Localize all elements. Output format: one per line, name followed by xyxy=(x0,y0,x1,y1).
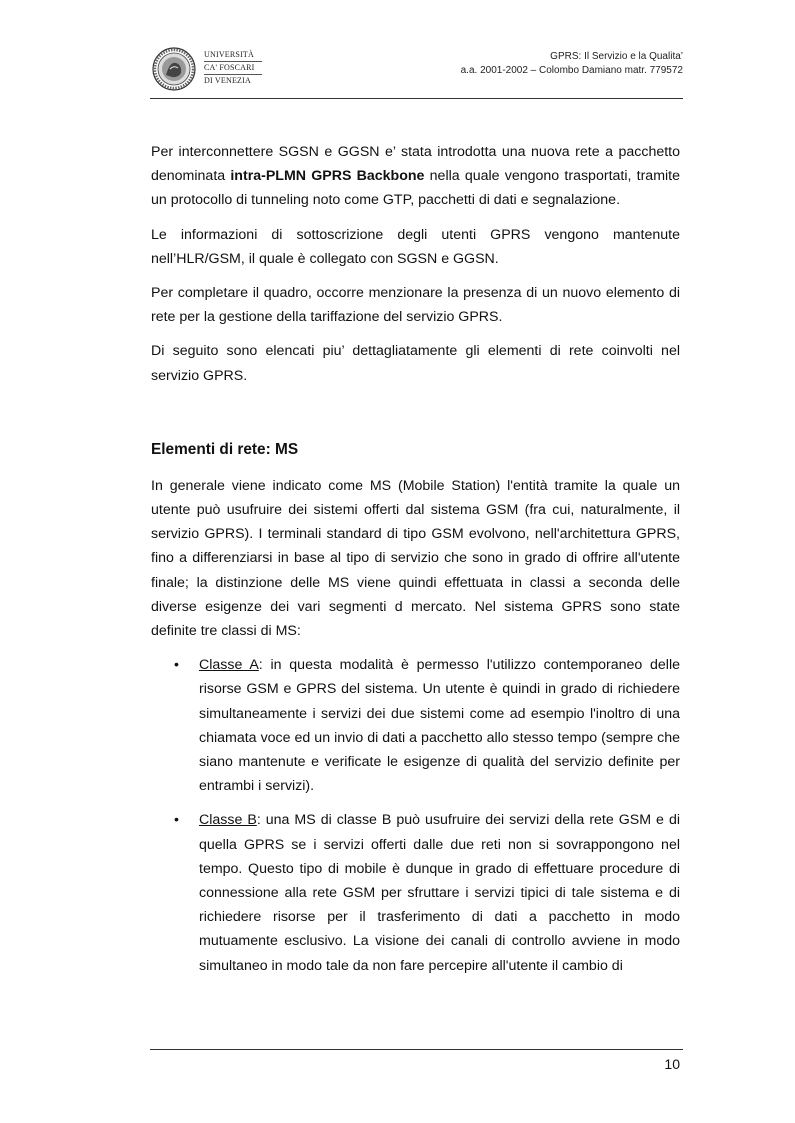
list-item-term: Classe A xyxy=(199,657,259,674)
list-item-classe-a xyxy=(151,653,680,798)
header-subtitle: a.a. 2001-2002 – Colombo Damiano matr. 779572 xyxy=(460,65,683,76)
page-number: 10 xyxy=(664,1056,680,1072)
university-logo xyxy=(150,44,262,92)
ms-class-list xyxy=(151,653,680,978)
section-heading: Elementi di rete: MS xyxy=(151,440,299,458)
footer-divider xyxy=(150,1049,683,1050)
paragraph-5: In generale viene indicato come MS (Mobile Station) l'entità tramite la quale un utente può usufruire dei sistemi offerti dal sistema GSM (fra cui, naturalmente, il servizio GPRS). I terminali standard di tipo GSM evolvono, nell'architettura GPRS, fino a differenziarsi in base al tipo di servizio che sono in grado di offrire all'utente finale; la distinzione delle MS viene quindi effettuata in classi a seconda delle diverse esigenze dei vari segmenti d mercato. Nel sistema GPRS sono state definite tre classi di MS: xyxy=(151,477,680,640)
university-seal-icon xyxy=(152,47,196,91)
logo-line-3: DI VENEZIA xyxy=(204,76,251,85)
logo-line-1: UNIVERSITÀ xyxy=(204,49,262,62)
university-name xyxy=(204,49,262,87)
header-info xyxy=(461,50,683,78)
list-item-classe-b xyxy=(151,808,680,977)
page-header xyxy=(150,44,683,98)
bullet-icon: • xyxy=(174,657,179,674)
paragraph-1-bold-term: intra-PLMN GPRS Backbone xyxy=(230,168,425,185)
header-divider xyxy=(150,98,683,99)
paragraph-4: Di seguito sono elencati piu’ dettagliatamente gli elementi di rete coinvolti nel servizio GPRS. xyxy=(151,343,680,384)
page-content xyxy=(151,140,680,988)
paragraph-1-end: nella quale vengono trasportati, tramite un protocollo di tunneling noto come GTP, pacchetti di dati e segnalazione. xyxy=(151,168,680,209)
paragraph-3: Per completare il quadro, occorre menzionare la presenza di un nuovo elemento di rete per la gestione della tariffazione del servizio GPRS. xyxy=(151,285,680,326)
header-title: GPRS: Il Servizio e la Qualita’ xyxy=(550,51,683,62)
paragraph-2: Le informazioni di sottoscrizione degli utenti GPRS vengono mantenute nell’HLR/GSM, il quale è collegato con SGSN e GGSN. xyxy=(151,226,680,267)
bullet-icon: • xyxy=(174,812,179,829)
paragraph-1-start: Per interconnettere SGSN e GGSN e’ stata introdotta una nuova rete a pacchetto denominata xyxy=(151,144,680,185)
list-item-term: Classe B xyxy=(199,812,257,829)
list-item-text: : in questa modalità è permesso l'utilizzo contemporaneo delle risorse GSM e GPRS del sistema. Un utente è quindi in grado di richiedere simultaneamente i servizi dei due sistemi come ad esempio l'inoltro di una chiamata voce ed un invio di dati a pacchetto allo stesso tempo (sempre che siano mantenute e verificate le esigenze di qualità del servizio definite per entrambi i servizi). xyxy=(199,657,680,795)
list-item-text: : una MS di classe B può usufruire dei servizi della rete GSM e di quella GPRS se i servizi offerti dalle due reti non si sovrappongono nel tempo. Questo tipo di mobile è dunque in grado di effettuare procedure di connessione alla rete GSM per sfruttare i servizi tipici di tale sistema e di richiedere risorse per il trasferimento di dati a pacchetto in modo mutuamente esclusivo. La visione dei canali di controllo avviene in modo simultaneo in modo tale da non fare percepire all'utente il cambio di xyxy=(199,812,680,974)
paragraph-1 xyxy=(151,140,680,213)
logo-line-2: CA' FOSCARI xyxy=(204,62,262,75)
